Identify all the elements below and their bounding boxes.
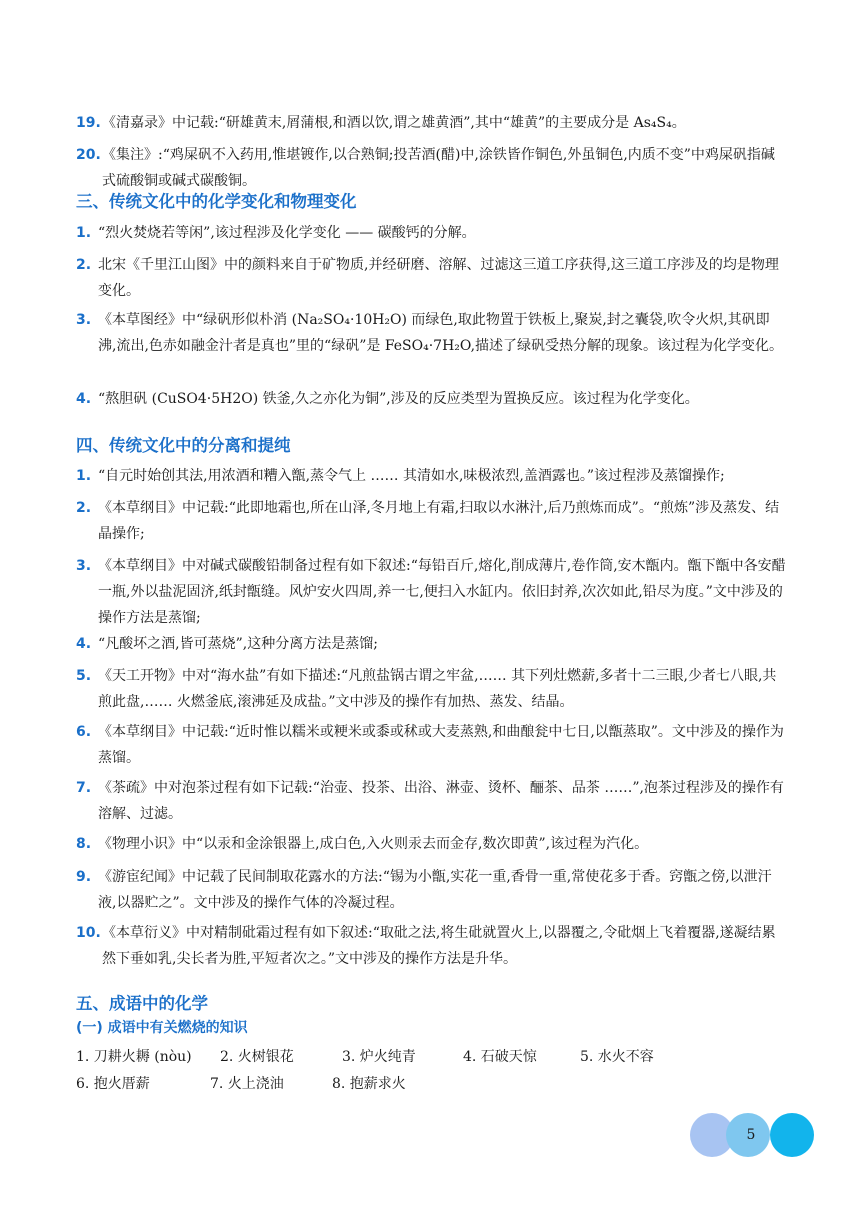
item-number: 7. [76,780,92,796]
idiom-item: 4. 石破天惊 [463,1049,537,1065]
item-number: 1. [76,468,92,484]
item-text: 《本草纲目》中记载:“近时惟以糯米或粳米或黍或秫或大麦蒸熟,和曲酿瓮中七日,以甑蒸取”。文中涉及的操作为蒸馏。 [98,724,784,766]
item-number: 19. [76,115,101,131]
item-text: “熬胆矾 (CuSO4·5H2O) 铁釜,久之亦化为铜”,涉及的反应类型为置换反应。该过程为化学变化。 [98,391,699,407]
item-text: 《物理小识》中“以汞和金涂银器上,成白色,入火则汞去而金存,数次即黄”,该过程为汽化。 [98,836,649,852]
item-text: 《天工开物》中对“海水盐”有如下描述:“凡煎盐锅古谓之牢盆,…… 其下列灶燃薪,多者十二三眼,少者七八眼,共煎此盘,…… 火燃釜底,滚沸延及成盐。”文中涉及的操作有加热、蒸发、结晶。 [98,668,777,710]
item-number: 8. [76,836,92,852]
list-item [76,220,788,246]
list-item [76,719,788,771]
list-item [76,663,788,715]
footer-badge-circle [770,1113,814,1157]
list-item [76,831,788,857]
item-number: 5. [76,668,92,684]
item-text: “自元时始创其法,用浓酒和糟入甑,蒸令气上 …… 其清如水,味极浓烈,盖酒露也。”该过程涉及蒸馏操作; [98,468,725,484]
item-text: 《清嘉录》中记载:“研雄黄末,屑蒲根,和酒以饮,谓之雄黄酒”,其中“雄黄”的主要成分是 As₄S₄。 [102,115,686,131]
item-number: 9. [76,869,92,885]
item-number: 20. [76,147,101,163]
item-text: 《游宦纪闻》中记载了民间制取花露水的方法:“锡为小甑,实花一重,香骨一重,常使花多于香。窍甑之傍,以泄汗液,以器贮之”。文中涉及的操作气体的冷凝过程。 [98,869,772,911]
item-text: “凡酸坏之酒,皆可蒸烧”,这种分离方法是蒸馏; [98,636,378,652]
section-heading-3: 三、传统文化中的化学变化和物理变化 [76,192,357,211]
item-number: 3. [76,558,92,574]
item-text: 《本草图经》中“绿矾形似朴消 (Na₂SO₄·10H₂O) 而绿色,取此物置于铁板上,聚炭,封之囊袋,吹令火炽,其矾即沸,流出,色赤如融金汁者是真也”里的“绿矾”是 FeSO₄·7H₂O,描述了绿矾受热分解的现象。该过程为化学变化。 [98,312,784,354]
list-item [76,252,788,304]
list-item [76,631,788,657]
item-text: 《本草纲目》中对碱式碳酸铅制备过程有如下叙述:“每铅百斤,熔化,削成薄片,卷作筒,安木甑内。甑下甑中各安醋一瓶,外以盐泥固济,纸封甑缝。风炉安火四周,养一七,便扫入水缸内。依旧封养,次次如此,铅尽为度。”文中涉及的操作方法是蒸馏; [98,558,786,626]
item-text: 《茶疏》中对泡茶过程有如下记载:“治壶、投茶、出浴、淋壶、烫杯、酾茶、品茶 ……”,泡茶过程涉及的操作有溶解、过滤。 [98,780,784,822]
item-text: 《集注》:“鸡屎矾不入药用,惟堪镀作,以合熟铜;投苦酒(醋)中,涂铁皆作铜色,外虽铜色,内质不变”中鸡屎矾指碱式硫酸铜或碱式碳酸铜。 [102,147,775,189]
list-item [76,495,788,547]
list-item [76,775,788,827]
idiom-item: 3. 炉火纯青 [342,1049,416,1065]
list-item [76,920,788,972]
item-number: 4. [76,636,92,652]
item-number: 2. [76,257,92,273]
item-text: “烈火焚烧若等闲”,该过程涉及化学变化 —— 碳酸钙的分解。 [98,225,476,241]
page-number: 5 [746,1127,756,1143]
item-number: 1. [76,225,92,241]
idiom-item: 5. 水火不容 [580,1049,654,1065]
item-number: 6. [76,724,92,740]
section-heading-4: 四、传统文化中的分离和提纯 [76,436,291,455]
list-item [76,553,788,631]
item-number: 4. [76,391,92,407]
item-text: 北宋《千里江山图》中的颜料来自于矿物质,并经研磨、溶解、过滤这三道工序获得,这三道工序涉及的均是物理变化。 [98,257,779,299]
idiom-item: 1. 刀耕火耨 (nòu) [76,1049,192,1065]
list-item [76,463,788,489]
idiom-item: 7. 火上浇油 [210,1076,284,1092]
list-item [76,864,788,916]
item-text: 《本草纲目》中记载:“此即地霜也,所在山泽,冬月地上有霜,扫取以水淋汁,后乃煎炼而成”。“煎炼”涉及蒸发、结晶操作; [98,500,780,542]
idiom-item: 2. 火树银花 [220,1049,294,1065]
idiom-item: 8. 抱薪求火 [332,1076,406,1092]
item-number: 2. [76,500,92,516]
subsection-heading: (一) 成语中有关燃烧的知识 [76,1020,248,1036]
idiom-item: 6. 抱火厝薪 [76,1076,150,1092]
list-item-20 [76,142,788,194]
list-item [76,307,788,359]
list-item-19 [76,110,788,136]
section-heading-5: 五、成语中的化学 [76,994,208,1013]
item-number: 10. [76,925,101,941]
item-number: 3. [76,312,92,328]
item-text: 《本草衍义》中对精制砒霜过程有如下叙述:“取砒之法,将生砒就置火上,以器覆之,令砒烟上飞着覆器,遂凝结累然下垂如乳,尖长者为胜,平短者次之。”文中涉及的操作方法是升华。 [102,925,776,967]
list-item [76,386,788,412]
